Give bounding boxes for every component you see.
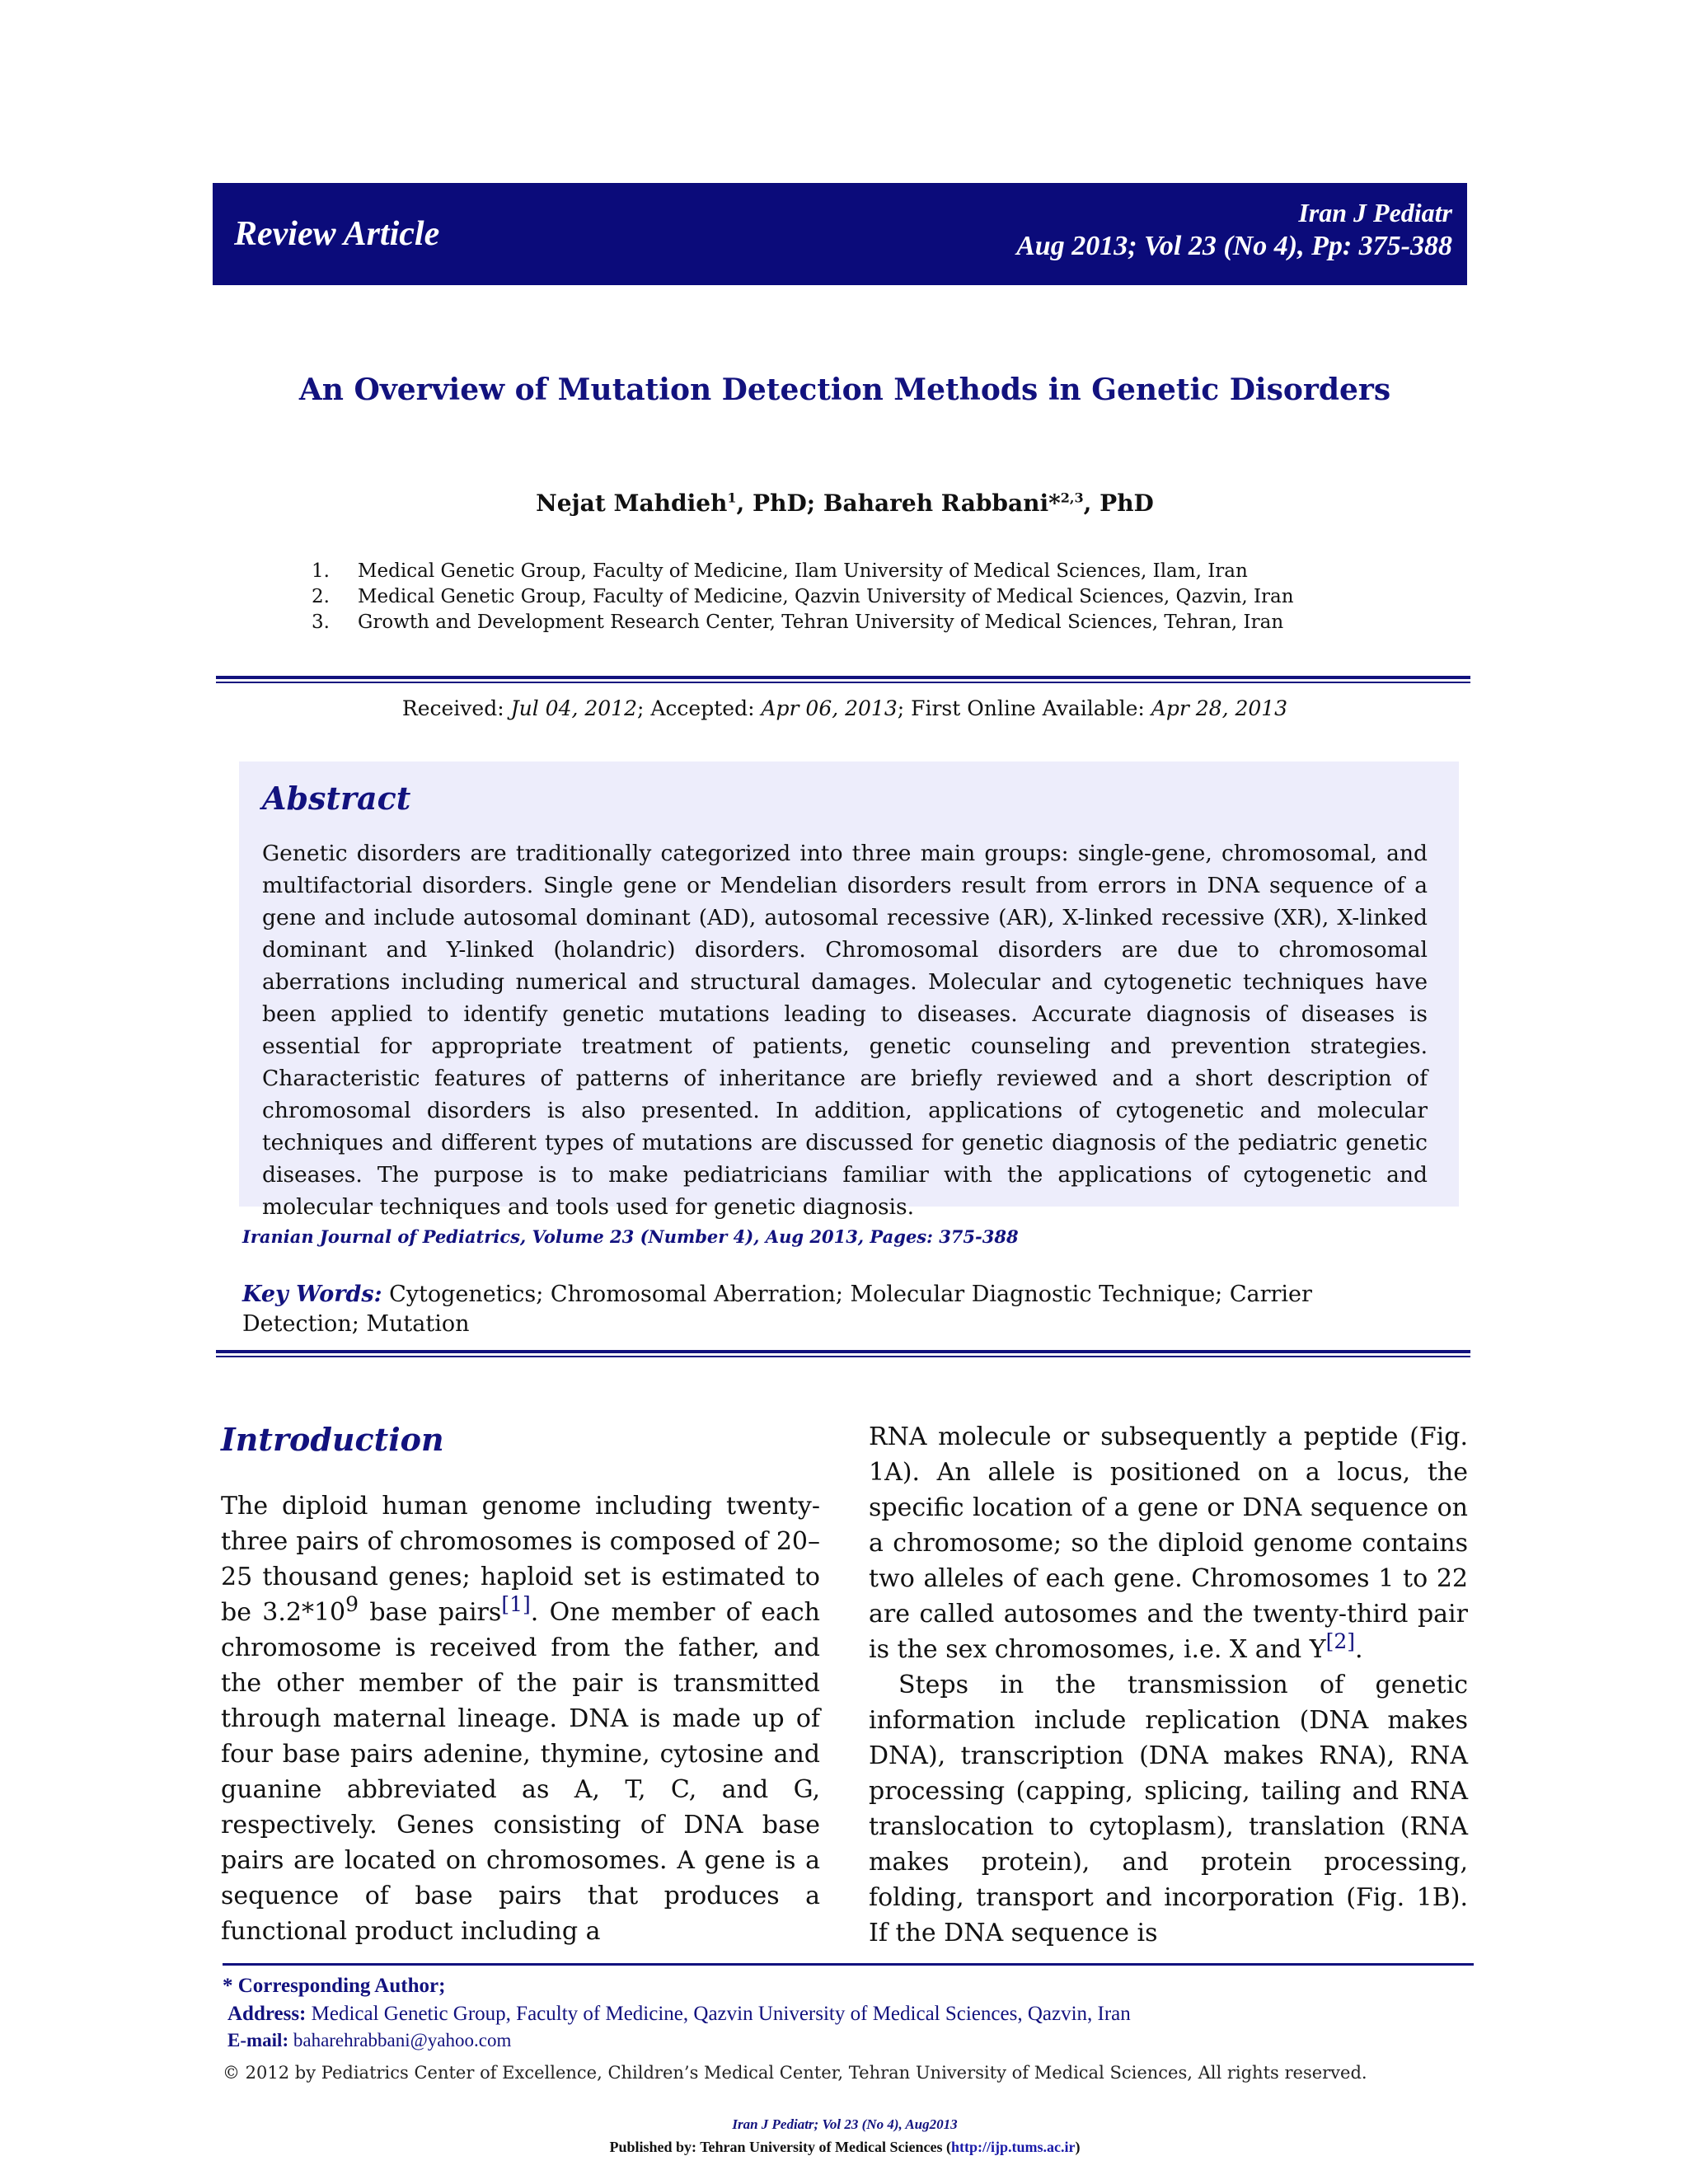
- reference-link[interactable]: [2]: [1325, 1629, 1355, 1653]
- copyright-notice: © 2012 by Pediatrics Center of Excellence, Children’s Medical Center, Tehran University of Medical Sciences, All rights reserved.: [223, 2063, 1367, 2083]
- accepted-date: Apr 06, 2013: [761, 696, 898, 720]
- reference-link[interactable]: [1]: [501, 1592, 531, 1616]
- corresponding-author-label: * Corresponding Author;: [223, 1975, 446, 1997]
- divider-rule: [216, 1350, 1470, 1357]
- keywords: [242, 1280, 1429, 1339]
- superscript: 9: [345, 1592, 359, 1616]
- corresponding-address: [227, 2003, 1131, 2026]
- body-text: The diploid human genome including twenty-three pairs of chromosomes is composed of 20–25 thousand genes; haploid set is estimated to be 3.2*10: [221, 1492, 820, 1627]
- affiliation-number: 3.: [312, 612, 330, 633]
- divider-rule: [216, 676, 1470, 683]
- publisher-text: ): [1075, 2139, 1081, 2155]
- body-column-right: [869, 1419, 1468, 1951]
- journal-issue: Aug 2013; Vol 23 (No 4), Pp: 375-388: [1016, 231, 1452, 261]
- affiliation-text: Medical Genetic Group, Faculty of Medicine, Ilam University of Medical Sciences, Ilam, Iran: [358, 560, 1248, 582]
- section-heading: Introduction: [221, 1421, 444, 1458]
- author-degree: , PhD: [1083, 490, 1154, 517]
- article-dates: [213, 696, 1477, 720]
- footer-publisher: [213, 2139, 1477, 2156]
- abstract-text: Genetic disorders are traditionally categorized into three main groups: single-gene, chromosomal, and multifactorial disorders. Single gene or Mendelian disorders result from errors in DNA sequence of a gene and include autosomal dominant (AD), autosomal recessive (AR), X-linked recessive (XR), X-linked dominant and Y-linked (holandric) disorders. Chromosomal disorders are due to chromosomal aberrations including numerical and structural damages. Molecular and cytogenetic techniques have been applied to identify genetic mutations leading to diseases. Accurate diagnosis of diseases is essential for appropriate treatment of patients, genetic counseling and prevention strategies. Characteristic features of patterns of inheritance are briefly reviewed and a short description of chromosomal disorders is also presented. In addition, applications of cytogenetic and molecular techniques and different types of mutations are discussed for genetic diagnosis of the pediatric genetic diseases. The purpose is to make pediatricians familiar with the applications of cytogenetic and molecular techniques and tools used for genetic diagnosis.: [262, 841, 1428, 1220]
- online-label: ; First Online Available:: [897, 696, 1151, 720]
- abstract-box: [239, 762, 1459, 1220]
- affiliation-number: 1.: [312, 560, 330, 582]
- author-affiliation-mark: 2,3: [1060, 490, 1084, 506]
- citation-line: Iranian Journal of Pediatrics, Volume 23 (Number 4), Aug 2013, Pages: 375-388: [242, 1226, 1019, 1247]
- journal-url-link[interactable]: http://ijp.tums.ac.ir: [951, 2139, 1076, 2155]
- footnote-rule: [223, 1963, 1474, 1966]
- publisher-text: Published by: Tehran University of Medical Sciences (: [609, 2139, 951, 2155]
- abstract-heading: Abstract: [262, 780, 411, 817]
- paragraph: Steps in the transmission of genetic information include replication (DNA makes DNA), transcription (DNA makes RNA), RNA processing (capping, splicing, tailing and RNA translocation to cytoplasm), translation (RNA makes protein), and protein processing, folding, transport and incorporation (Fig. 1B). If the DNA sequence is: [869, 1671, 1468, 1947]
- affiliation-number: 2.: [312, 586, 330, 607]
- author-affiliation-mark: 1: [727, 490, 737, 506]
- author-name: Bahareh Rabbani*: [823, 490, 1061, 517]
- affiliation-item: [312, 586, 1294, 607]
- body-text: . One member of each chromosome is received from the father, and the other member of the pair is transmitted through maternal lineage. DNA is made up of four base pairs adenine, thymine, cytosine and guanine abbreviated as A, T, C, and G, respectively. Genes consisting of DNA base pairs are located on chromosomes. A gene is a sequence of base pairs that produces a functional product including a: [221, 1598, 820, 1946]
- affiliation-text: Medical Genetic Group, Faculty of Medicine, Qazvin University of Medical Sciences, Qazvin, Iran: [358, 586, 1294, 607]
- body-text: base pairs: [359, 1598, 502, 1627]
- affiliation-item: [312, 560, 1248, 582]
- article-title: An Overview of Mutation Detection Methods in Genetic Disorders: [298, 373, 1391, 407]
- author-degree: , PhD;: [736, 490, 823, 517]
- keywords-text: Cytogenetics; Chromosomal Aberration; Molecular Diagnostic Technique; Carrier Detection; Mutation: [242, 1282, 1312, 1337]
- footer-journal: Iran J Pediatr; Vol 23 (No 4), Aug2013: [732, 2116, 958, 2132]
- paragraph: [869, 1419, 1468, 1667]
- accepted-label: ; Accepted:: [637, 696, 762, 720]
- header-banner: [213, 183, 1467, 285]
- online-date: Apr 28, 2013: [1151, 696, 1288, 720]
- keywords-label: Key Words:: [242, 1282, 382, 1307]
- journal-name: Iran J Pediatr: [1298, 198, 1452, 227]
- author-list: [213, 490, 1477, 517]
- corresponding-email: [227, 2030, 511, 2051]
- affiliation-item: [312, 612, 1283, 633]
- email-link[interactable]: baharehrabbani@yahoo.com: [288, 2030, 512, 2050]
- address-label: Address:: [227, 2003, 307, 2025]
- article-type: Review Article: [234, 215, 440, 253]
- body-column-left: [221, 1488, 820, 1949]
- email-label: E-mail:: [227, 2030, 289, 2050]
- received-date: Jul 04, 2012: [510, 696, 637, 720]
- received-label: Received:: [401, 696, 511, 720]
- address-text: Medical Genetic Group, Faculty of Medicine, Qazvin University of Medical Sciences, Qazvin, Iran: [306, 2003, 1131, 2025]
- body-text: .: [1354, 1635, 1363, 1664]
- author-name: Nejat Mahdieh: [536, 490, 728, 517]
- body-text: RNA molecule or subsequently a peptide (Fig. 1A). An allele is positioned on a locus, the specific location of a gene or DNA sequence on a chromosome; so the diploid genome contains two alleles of each gene. Chromosomes 1 to 22 are called autosomes and the twenty-third pair is the sex chromosomes, i.e. X and Y: [869, 1422, 1468, 1664]
- affiliation-text: Growth and Development Research Center, Tehran University of Medical Sciences, Tehran, Iran: [358, 612, 1284, 633]
